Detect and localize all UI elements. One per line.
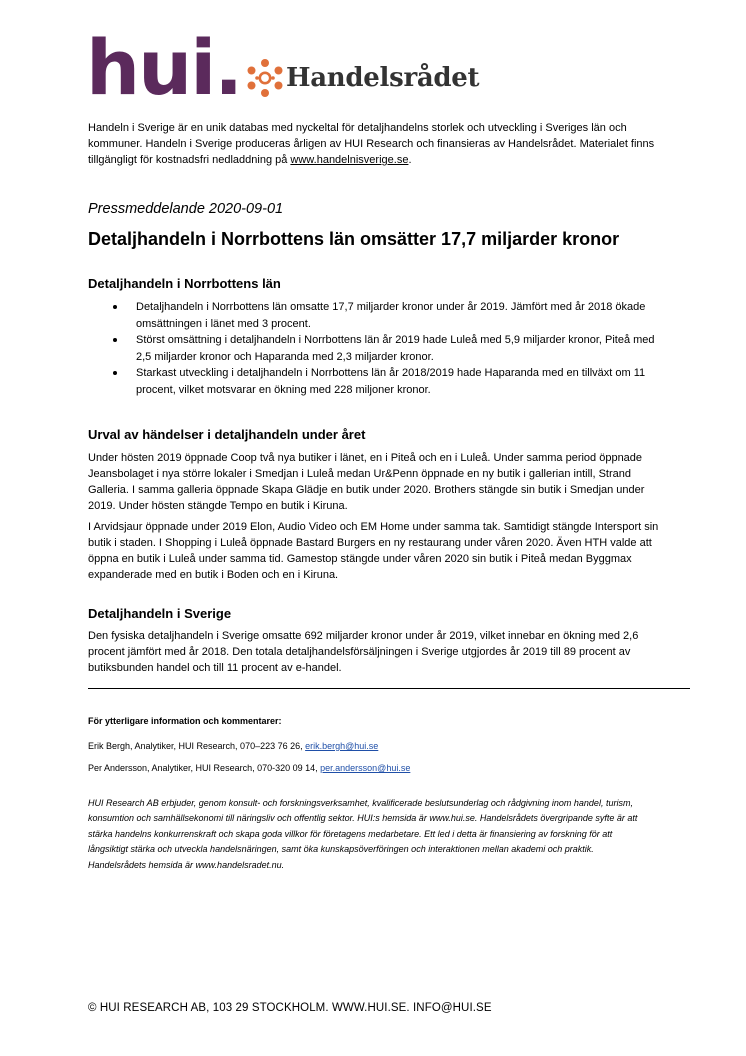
list-item <box>88 299 658 332</box>
contact-heading: För ytterligare information och kommentarer: <box>88 716 282 726</box>
handelsradet-flower-icon <box>246 58 284 98</box>
bullet-text: Detaljhandeln i Norrbottens län omsatte 17,7 miljarder kronor under år 2019. Jämfört med år 2018 ökade omsättningen i länet med 3 procent. <box>136 301 646 330</box>
page-footer: © HUI RESEARCH AB, 103 29 STOCKHOLM. WWW.HUI.SE. INFO@HUI.SE <box>88 1002 492 1014</box>
list-item <box>88 332 658 365</box>
section-heading-sverige: Detaljhandeln i Sverige <box>88 606 232 621</box>
contact-person-text: Erik Bergh, Analytiker, HUI Research, 070–223 76 26, <box>88 741 306 751</box>
sverige-paragraph: Den fysiska detaljhandeln i Sverige omsatte 692 miljarder kronor under år 2019, vilket innebar en ökning med 2,6 procent jämfört med år 2018. Den totala detaljhandelsförsäljningen i Sverige utgjordes år 2019 till 89 procent av butiksbunden handel och till 11 procent av e-handel. <box>88 630 639 674</box>
email-link-per[interactable]: per.andersson@hui.se <box>320 763 411 773</box>
press-release-date: Pressmeddelande 2020-09-01 <box>88 201 284 217</box>
handelsradet-logo <box>246 58 486 102</box>
divider <box>88 688 690 689</box>
bullet-icon <box>113 305 117 309</box>
events-paragraph-2: I Arvidsjaur öppnade under 2019 Elon, Audio Video och EM Home under samma tak. Samtidigt stängde Intersport sin butik i staden. I Shopping i Luleå öppnade Bastard Burgers en ny restaurang under våren 2020. Även HTH valde att öppna en butik i Luleå under samma tid. Gamestop stängde under våren 2020 sin butik i Piteå medan Byggmax expanderade med en butik i Boden och en i Kiruna. <box>88 521 659 581</box>
norrbotten-bullet-list <box>88 299 658 399</box>
handelnisverige-link[interactable]: www.handelnisverige.se <box>290 154 409 166</box>
contact-person-text: Per Andersson, Analytiker, HUI Research, 070-320 09 14, <box>88 763 321 773</box>
bullet-icon <box>113 371 117 375</box>
email-link-erik[interactable]: erik.bergh@hui.se <box>305 741 379 751</box>
section-heading-events: Urval av händelser i detaljhandeln under året <box>88 427 366 442</box>
contact-per-andersson <box>88 762 668 775</box>
bullet-text: Starkast utveckling i detaljhandeln i Norrbottens län år 2018/2019 hade Haparanda med en tillväxt om 11 procent, vilket motsvarar en ökning med 228 miljoner kronor. <box>136 367 646 396</box>
handelsradet-wordmark: Handelsrådet <box>286 63 480 93</box>
intro-text: Handeln i Sverige är en unik databas med nyckeltal för detaljhandelns storlek och utveckling i Sveriges län och kommuner. Handeln i Sverige produceras årligen av HUI Research och finansieras av Handelsrådet. Materialet finns tillgängligt för kostnadsfri nedladdning på <box>88 122 655 166</box>
about-paragraph: HUI Research AB erbjuder, genom konsult- och forskningsverksamhet, kvalificerade beslutsunderlag och rådgivning inom handel, turism, konsumtion och samhällsekonomi till näringsliv och offentlig sektor. HUI:s hemsida är www.hui.se. Handelsrådets övergripande syfte är att stärka handelns konkurrenskraft och skapa goda villkor för företagens medarbetare. Ett led i detta är finansiering av forskning för att långsiktigt stärka och utveckla handelsnäringen, samt öka kunskapsöverföringen och interaktionen mellan akademi och praktik. Handelsrådets hemsida är www.handelsradet.nu. <box>88 798 638 870</box>
events-paragraph-1: Under hösten 2019 öppnade Coop två nya butiker i länet, en i Piteå och en i Luleå. Under samma period öppnade Jeansbolaget i nya större lokaler i Smedjan i Luleå medan Ur&Penn öppnade en ny butik i gallerian intill, Strand Galleria. I samma galleria öppnade Skapa Glädje en butik under 2020. Brothers stängde sin butik i Smedjan under 2019. Under hösten stängde Tempo en butik i Kiruna. <box>88 452 645 512</box>
bullet-icon <box>113 338 117 342</box>
bullet-text: Störst omsättning i detaljhandeln i Norrbottens län år 2019 hade Luleå med 5,9 miljarder kronor, Piteå med 2,5 miljarder kronor och Haparanda med 2,3 miljarder kronor. <box>136 334 655 363</box>
page-title: Detaljhandeln i Norrbottens län omsätter 17,7 miljarder kronor <box>88 229 620 249</box>
contact-erik-bergh <box>88 740 668 753</box>
list-item <box>88 365 658 398</box>
section-heading-norrbotten: Detaljhandeln i Norrbottens län <box>88 276 281 291</box>
intro-paragraph <box>88 120 668 168</box>
intro-end: . <box>408 154 412 166</box>
hui-logo: hui. <box>86 23 242 112</box>
